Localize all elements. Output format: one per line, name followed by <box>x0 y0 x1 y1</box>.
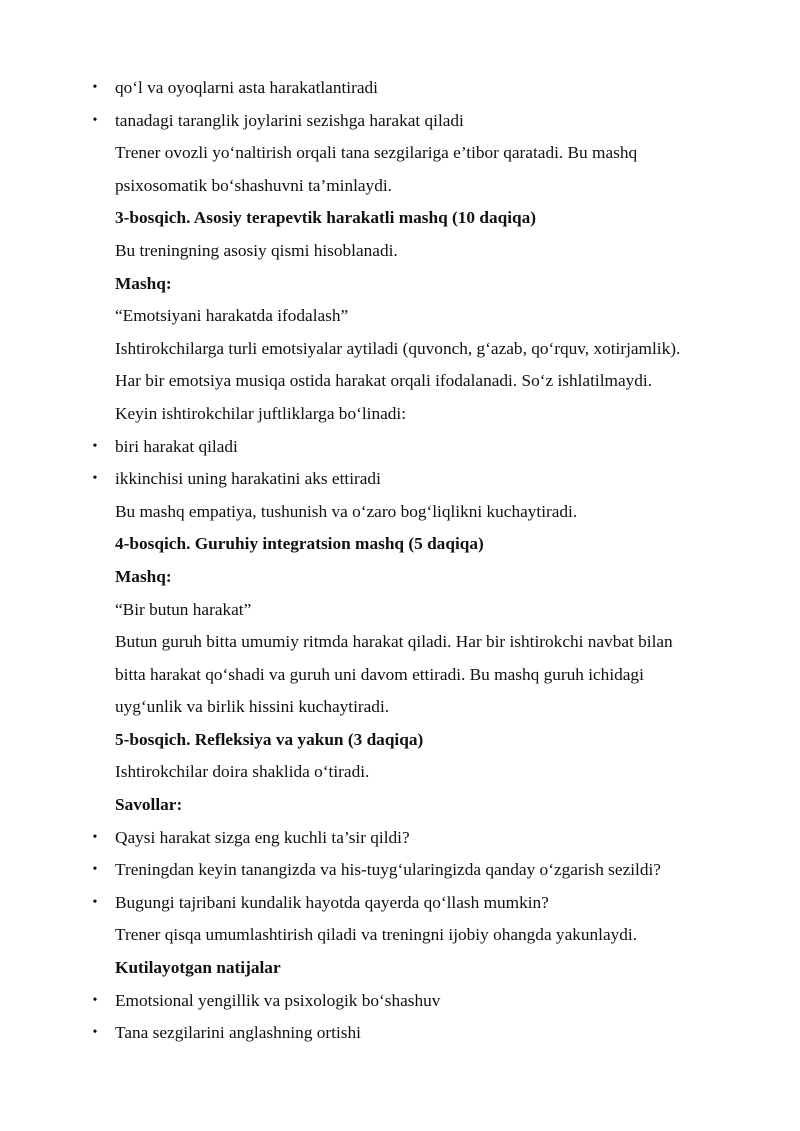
paragraph-line: Keyin ishtirokchilar juftliklarga bo‘linadi: <box>115 403 406 423</box>
paragraph-line: Trener ovozli yo‘naltirish orqali tana sezgilariga e’tibor qaratadi. Bu mashq <box>115 143 638 163</box>
bullet-icon: • <box>92 112 98 128</box>
exercise-label: Mashq: <box>115 273 172 293</box>
bullet-text: Emotsional yengillik va psixologik bo‘shashuv <box>115 990 441 1010</box>
bullet-item <box>0 822 800 855</box>
document-page <box>0 72 800 1050</box>
bullet-icon: • <box>92 80 98 95</box>
paragraph-line: Bu treningning asosiy qismi hisoblanadi. <box>115 240 398 260</box>
bullet-icon: • <box>92 471 98 487</box>
bullet-text: qo‘l va oyoqlarni asta harakatlantiradi <box>115 78 378 97</box>
bullet-icon: • <box>92 438 98 454</box>
bullet-item <box>0 105 800 138</box>
bullet-icon: • <box>92 1025 98 1041</box>
exercise-label: Mashq: <box>115 566 172 586</box>
exercise-title: “Bir butun harakat” <box>115 599 252 619</box>
section-heading: Kutilayotgan natijalar <box>115 958 281 978</box>
bullet-icon: • <box>92 992 98 1008</box>
bullet-text: biri harakat qiladi <box>115 436 238 456</box>
bullet-icon: • <box>92 829 98 845</box>
bullet-text: tanadagi taranglik joylarini sezishga harakat qiladi <box>115 110 464 130</box>
bullet-icon: • <box>92 894 98 910</box>
paragraph-line: psixosomatik bo‘shashuvni ta’minlaydi. <box>115 175 392 195</box>
section-heading: 3-bosqich. Asosiy terapevtik harakatli mashq (10 daqiqa) <box>115 208 537 228</box>
bullet-text: Bugungi tajribani kundalik hayotda qayerda qo‘llash mumkin? <box>115 892 549 912</box>
bullet-item <box>0 985 800 1018</box>
paragraph-line: Ishtirokchilarga turli emotsiyalar aytiladi (quvonch, g‘azab, qo‘rquv, xotirjamlik). <box>115 338 681 358</box>
paragraph-line: Trener qisqa umumlashtirish qiladi va treningni ijobiy ohangda yakunlaydi. <box>115 925 638 945</box>
paragraph-line: uyg‘unlik va birlik hissini kuchaytiradi. <box>115 697 390 717</box>
bullet-text: Qaysi harakat sizga eng kuchli ta’sir qildi? <box>115 827 410 847</box>
paragraph-line: Har bir emotsiya musiqa ostida harakat orqali ifodalanadi. So‘z ishlatilmaydi. <box>115 371 653 391</box>
bullet-text: Tana sezgilarini anglashning ortishi <box>115 1023 361 1043</box>
exercise-title: “Emotsiyani harakatda ifodalash” <box>115 306 349 326</box>
bullet-item <box>0 854 800 887</box>
questions-label: Savollar: <box>115 795 183 815</box>
bullet-text: Treningdan keyin tanangizda va his-tuyg‘ularingizda qanday o‘zgarish sezildi? <box>115 860 661 880</box>
section-heading: 5-bosqich. Refleksiya va yakun (3 daqiqa) <box>115 729 424 749</box>
bullet-item <box>0 431 800 464</box>
bullet-item <box>0 887 800 920</box>
paragraph-line: Ishtirokchilar doira shaklida o‘tiradi. <box>115 762 370 782</box>
paragraph-line: Butun guruh bitta umumiy ritmda harakat qiladi. Har bir ishtirokchi navbat bilan <box>115 632 673 652</box>
paragraph-line: Bu mashq empatiya, tushunish va o‘zaro bog‘liqlikni kuchaytiradi. <box>115 501 578 521</box>
section-heading: 4-bosqich. Guruhiy integratsion mashq (5 daqiqa) <box>115 534 484 554</box>
paragraph-line: bitta harakat qo‘shadi va guruh uni davom ettiradi. Bu mashq guruh ichidagi <box>115 664 644 684</box>
bullet-item <box>0 72 800 105</box>
bullet-item <box>0 1017 800 1050</box>
bullet-text: ikkinchisi uning harakatini aks ettiradi <box>115 469 381 489</box>
bullet-icon: • <box>92 862 98 878</box>
bullet-item <box>0 463 800 496</box>
